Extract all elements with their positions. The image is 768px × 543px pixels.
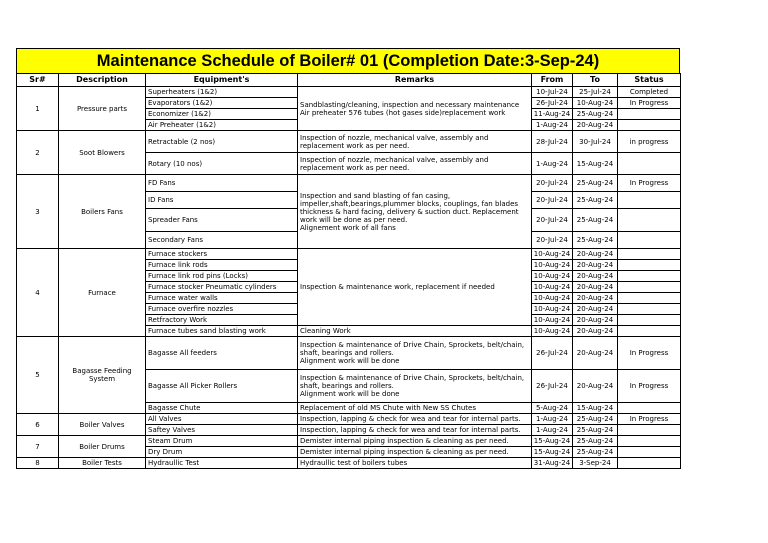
status-cell[interactable]: in progress <box>618 131 681 153</box>
equipment-cell[interactable]: Furnace link rods <box>146 260 298 271</box>
equipment-cell[interactable]: Steam Drum <box>146 436 298 447</box>
equipment-cell[interactable]: Spreader Fans <box>146 209 298 232</box>
from-cell[interactable]: 1-Aug-24 <box>532 120 573 131</box>
remarks-cell[interactable]: Inspection of nozzle, mechanical valve, assembly and replacement work as per need. <box>298 131 532 153</box>
from-cell[interactable]: 20-Jul-24 <box>532 232 573 249</box>
from-cell[interactable]: 10-Aug-24 <box>532 271 573 282</box>
status-cell[interactable]: Completed <box>618 87 681 98</box>
from-cell[interactable]: 10-Aug-24 <box>532 326 573 337</box>
to-cell[interactable]: 20-Aug-24 <box>573 326 618 337</box>
description-cell[interactable]: Boiler Tests <box>59 458 146 469</box>
equipment-cell[interactable]: Rotary (10 nos) <box>146 153 298 175</box>
to-cell[interactable]: 25-Aug-24 <box>573 425 618 436</box>
to-cell[interactable]: 20-Aug-24 <box>573 315 618 326</box>
equipment-cell[interactable]: Bagasse All feeders <box>146 337 298 370</box>
from-cell[interactable]: 26-Jul-24 <box>532 370 573 403</box>
from-cell[interactable]: 10-Aug-24 <box>532 304 573 315</box>
equipment-cell[interactable]: All Valves <box>146 414 298 425</box>
description-cell[interactable]: Boiler Drums <box>59 436 146 458</box>
equipment-cell[interactable]: Furnace stocker Pneumatic cylinders <box>146 282 298 293</box>
from-cell[interactable]: 20-Jul-24 <box>532 192 573 209</box>
to-cell[interactable]: 25-Aug-24 <box>573 109 618 120</box>
status-cell[interactable] <box>618 293 681 304</box>
from-cell[interactable]: 10-Aug-24 <box>532 315 573 326</box>
remarks-cell[interactable]: Sandblasting/cleaning, inspection and necessary maintenance Air preheater 576 tubes (hot gases side)replacement work <box>298 87 532 131</box>
from-cell[interactable]: 28-Jul-24 <box>532 131 573 153</box>
to-cell[interactable]: 25-Aug-24 <box>573 192 618 209</box>
status-cell[interactable] <box>618 326 681 337</box>
from-cell[interactable]: 20-Jul-24 <box>532 175 573 192</box>
sr-cell[interactable]: 8 <box>17 458 59 469</box>
equipment-cell[interactable]: ID Fans <box>146 192 298 209</box>
status-cell[interactable] <box>618 260 681 271</box>
status-cell[interactable]: In Progress <box>618 98 681 109</box>
from-cell[interactable]: 15-Aug-24 <box>532 436 573 447</box>
equipment-cell[interactable]: Hydraullic Test <box>146 458 298 469</box>
header-sr[interactable]: Sr# <box>17 74 59 87</box>
remarks-cell[interactable]: Replacement of old MS Chute with New SS Chutes <box>298 403 532 414</box>
description-cell[interactable]: Bagasse Feeding System <box>59 337 146 414</box>
to-cell[interactable]: 15-Aug-24 <box>573 403 618 414</box>
status-cell[interactable] <box>618 271 681 282</box>
description-cell[interactable]: Soot Blowers <box>59 131 146 175</box>
to-cell[interactable]: 10-Aug-24 <box>573 98 618 109</box>
header-from[interactable]: From <box>532 74 573 87</box>
to-cell[interactable]: 25-Aug-24 <box>573 414 618 425</box>
to-cell[interactable]: 25-Aug-24 <box>573 175 618 192</box>
from-cell[interactable]: 1-Aug-24 <box>532 414 573 425</box>
equipment-cell[interactable]: Secondary Fans <box>146 232 298 249</box>
equipment-cell[interactable]: Furnace link rod pins (Locks) <box>146 271 298 282</box>
remarks-cell[interactable]: Hydraullic test of boilers tubes <box>298 458 532 469</box>
description-cell[interactable]: Boiler Valves <box>59 414 146 436</box>
to-cell[interactable]: 30-Jul-24 <box>573 131 618 153</box>
table-row <box>17 414 681 425</box>
to-cell[interactable]: 25-Jul-24 <box>573 87 618 98</box>
equipment-cell[interactable]: FD Fans <box>146 175 298 192</box>
status-cell[interactable] <box>618 425 681 436</box>
remarks-cell[interactable]: Demister internal piping inspection & cleaning as per need. <box>298 447 532 458</box>
equipment-cell[interactable]: Furnace stockers <box>146 249 298 260</box>
remarks-cell[interactable]: Inspection of nozzle, mechanical valve, assembly and replacement work as per need. <box>298 153 532 175</box>
header-description[interactable]: Description <box>59 74 146 87</box>
equipment-cell[interactable]: Saftey Valves <box>146 425 298 436</box>
sr-cell[interactable]: 1 <box>17 87 59 131</box>
remarks-cell[interactable]: Inspection, lapping & check for wea and tear for internal parts. <box>298 425 532 436</box>
from-cell[interactable]: 26-Jul-24 <box>532 98 573 109</box>
equipment-cell[interactable]: Retractable (2 nos) <box>146 131 298 153</box>
sr-cell[interactable]: 7 <box>17 436 59 458</box>
equipment-cell[interactable]: Superheaters (1&2) <box>146 87 298 98</box>
remarks-cell[interactable]: Inspection and sand blasting of fan casing, impeller,shaft,bearings,plummer blocks, couplings, fan blades thickness & hard facing, delivery & suction duct. Replacement work will be done as per need. Alignement work of all fans <box>298 175 532 249</box>
table-row <box>17 436 681 447</box>
table-row <box>17 175 681 192</box>
to-cell[interactable]: 20-Aug-24 <box>573 293 618 304</box>
table-row <box>17 131 681 153</box>
status-cell[interactable] <box>618 192 681 209</box>
status-cell[interactable] <box>618 153 681 175</box>
to-cell[interactable]: 20-Aug-24 <box>573 271 618 282</box>
from-cell[interactable]: 10-Aug-24 <box>532 260 573 271</box>
status-cell[interactable]: In Progress <box>618 175 681 192</box>
table-row <box>17 249 681 260</box>
status-cell[interactable] <box>618 209 681 232</box>
remarks-cell[interactable]: Inspection & maintenance of Drive Chain, Sprockets, belt/chain, shaft, bearings and rollers. Alignment work will be done <box>298 337 532 370</box>
to-cell[interactable]: 20-Aug-24 <box>573 304 618 315</box>
status-cell[interactable] <box>618 403 681 414</box>
from-cell[interactable]: 10-Aug-24 <box>532 293 573 304</box>
equipment-cell[interactable]: Bagasse Chute <box>146 403 298 414</box>
status-cell[interactable] <box>618 232 681 249</box>
from-cell[interactable]: 1-Aug-24 <box>532 153 573 175</box>
from-cell[interactable]: 20-Jul-24 <box>532 209 573 232</box>
sr-cell[interactable]: 3 <box>17 175 59 249</box>
header-row <box>17 74 681 87</box>
status-cell[interactable] <box>618 120 681 131</box>
table-row <box>17 87 681 98</box>
table-row <box>17 337 681 370</box>
to-cell[interactable]: 25-Aug-24 <box>573 447 618 458</box>
from-cell[interactable]: 5-Aug-24 <box>532 403 573 414</box>
to-cell[interactable]: 20-Aug-24 <box>573 337 618 370</box>
equipment-cell[interactable]: Dry Drum <box>146 447 298 458</box>
equipment-cell[interactable]: Furnace water walls <box>146 293 298 304</box>
to-cell[interactable]: 25-Aug-24 <box>573 209 618 232</box>
remarks-cell[interactable]: Inspection & maintenance of Drive Chain, Sprockets, belt/chain, shaft, bearings and rollers. Alignment work will be done <box>298 370 532 403</box>
to-cell[interactable]: 20-Aug-24 <box>573 120 618 131</box>
schedule-table <box>16 73 681 469</box>
remarks-cell[interactable]: Cleaning Work <box>298 326 532 337</box>
table-row <box>17 458 681 469</box>
remarks-cell[interactable]: Inspection & maintenance work, replacement if needed <box>298 249 532 326</box>
sr-cell[interactable]: 5 <box>17 337 59 414</box>
status-cell[interactable] <box>618 304 681 315</box>
to-cell[interactable]: 20-Aug-24 <box>573 370 618 403</box>
status-cell[interactable]: In Progress <box>618 370 681 403</box>
status-cell[interactable]: In Progress <box>618 414 681 425</box>
status-cell[interactable] <box>618 447 681 458</box>
equipment-cell[interactable]: Retfractory Work <box>146 315 298 326</box>
from-cell[interactable]: 11-Aug-24 <box>532 109 573 120</box>
status-cell[interactable] <box>618 436 681 447</box>
equipment-cell[interactable]: Bagasse All Picker Rollers <box>146 370 298 403</box>
to-cell[interactable]: 20-Aug-24 <box>573 282 618 293</box>
sr-cell[interactable]: 4 <box>17 249 59 337</box>
from-cell[interactable]: 31-Aug-24 <box>532 458 573 469</box>
to-cell[interactable]: 25-Aug-24 <box>573 436 618 447</box>
to-cell[interactable]: 20-Aug-24 <box>573 260 618 271</box>
header-to[interactable]: To <box>573 74 618 87</box>
status-cell[interactable] <box>618 282 681 293</box>
remarks-cell[interactable]: Demister internal piping inspection & cleaning as per need. <box>298 436 532 447</box>
from-cell[interactable]: 10-Aug-24 <box>532 282 573 293</box>
to-cell[interactable]: 15-Aug-24 <box>573 153 618 175</box>
status-cell[interactable] <box>618 315 681 326</box>
from-cell[interactable]: 10-Aug-24 <box>532 249 573 260</box>
equipment-cell[interactable]: Furnace tubes sand blasting work <box>146 326 298 337</box>
from-cell[interactable]: 26-Jul-24 <box>532 337 573 370</box>
from-cell[interactable]: 1-Aug-24 <box>532 425 573 436</box>
status-cell[interactable]: In Progress <box>618 337 681 370</box>
equipment-cell[interactable]: Economizer (1&2) <box>146 109 298 120</box>
status-cell[interactable] <box>618 458 681 469</box>
status-cell[interactable] <box>618 249 681 260</box>
equipment-cell[interactable]: Air Preheater (1&2) <box>146 120 298 131</box>
status-cell[interactable] <box>618 109 681 120</box>
from-cell[interactable]: 15-Aug-24 <box>532 447 573 458</box>
to-cell[interactable]: 20-Aug-24 <box>573 249 618 260</box>
from-cell[interactable]: 10-Jul-24 <box>532 87 573 98</box>
to-cell[interactable]: 25-Aug-24 <box>573 232 618 249</box>
description-cell[interactable]: Boilers Fans <box>59 175 146 249</box>
sr-cell[interactable]: 6 <box>17 414 59 436</box>
sr-cell[interactable]: 2 <box>17 131 59 175</box>
header-equipment[interactable]: Equipment's <box>146 74 298 87</box>
header-status[interactable]: Status <box>618 74 681 87</box>
equipment-cell[interactable]: Furnace overfire nozzles <box>146 304 298 315</box>
header-remarks[interactable]: Remarks <box>298 74 532 87</box>
spreadsheet <box>16 48 680 469</box>
description-cell[interactable]: Furnace <box>59 249 146 337</box>
remarks-cell[interactable]: Inspection, lapping & check for wea and tear for internal parts. <box>298 414 532 425</box>
description-cell[interactable]: Pressure parts <box>59 87 146 131</box>
sheet-title: Maintenance Schedule of Boiler# 01 (Completion Date:3-Sep-24) <box>16 48 680 73</box>
equipment-cell[interactable]: Evaporators (1&2) <box>146 98 298 109</box>
to-cell[interactable]: 3-Sep-24 <box>573 458 618 469</box>
